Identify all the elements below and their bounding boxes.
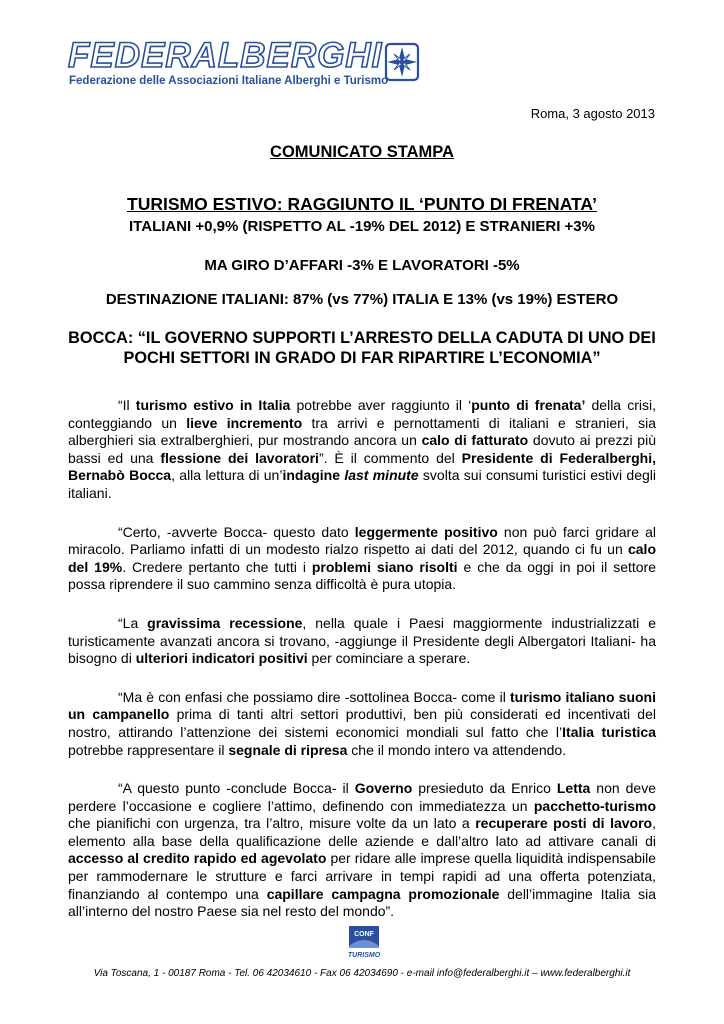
emphasis-text: Letta — [556, 780, 591, 797]
logo-wordmark: FEDERALBERGHI — [68, 36, 383, 75]
emphasis-text: calo di fatturato — [421, 432, 529, 449]
headline-title: TURISMO ESTIVO: RAGGIUNTO IL ‘PUNTO DI FRENATA’ — [127, 194, 597, 214]
body-text: della crisi, conteggiando un — [68, 397, 656, 431]
body-paragraph — [68, 524, 656, 594]
emphasis-text: punto di frenata’ — [471, 397, 586, 413]
release-label: COMUNICATO STAMPA — [270, 143, 454, 161]
headline-subtitle-turnover: MA GIRO D’AFFARI -3% E LAVORATORI -5% — [204, 257, 520, 274]
body-text: , elemento alla base della qualificazione delle aziende e dall’altro lato ad attivare canali di — [68, 815, 656, 849]
body-text: ”. È il commento del — [318, 449, 462, 466]
logo-subtitle: Federazione delle Associazioni Italiane Alberghi e Turismo — [69, 75, 389, 87]
emphasis-text: ulteriori indicatori positivi — [135, 650, 308, 667]
body-paragraph — [68, 780, 656, 921]
body-text: non può farci gridare al miracolo. Parliamo infatti di un modesto rialzo rispetto ai dati del 2012, quando ci fu un — [68, 523, 656, 558]
body-text: non deve perdere l’occasione e cogliere l’attimo, definendo con immediatezza un — [68, 780, 656, 814]
emphasis-text: pacchetto-turismo — [533, 797, 656, 814]
body-text: che pianifichi con urgenza, tra l’altro, misure volte da un lato a — [68, 815, 476, 832]
body-text: “A questo punto -conclude Bocca- il — [118, 780, 355, 797]
body-text: “Il — [118, 397, 136, 413]
emphasis-text: calo del 19% — [68, 541, 656, 575]
body-text: per cominciare a sperare. — [307, 650, 471, 667]
emphasis-text: Governo — [354, 780, 413, 797]
emphasis-text: gravissima recessione — [147, 614, 303, 631]
body-text: e che da oggi in poi il settore possa riprendere il suo cammino senza difficoltà è pura utopia. — [68, 558, 656, 593]
body-text: , alla lettura di un’ — [171, 467, 283, 484]
body-text: “Certo, -avverte Bocca- questo dato — [118, 523, 355, 540]
body-text: potrebbe aver raggiunto il ‘ — [290, 397, 472, 413]
body-text: presieduto da Enrico — [412, 780, 557, 797]
body-text: potrebbe rappresentare il — [68, 741, 229, 758]
emphasis-text: lieve incremento — [186, 414, 303, 431]
emphasis-text: problemi siano risolti — [311, 558, 458, 575]
emphasis-text: segnale di ripresa — [228, 741, 348, 758]
contact-footer: Via Toscana, 1 - 00187 Roma - Tel. 06 42034610 - Fax 06 42034690 - e-mail info@federalberghi.it – www.federalberghi.it — [93, 968, 631, 979]
emphasis-text: indagine — [282, 467, 345, 484]
body-text: tra arrivi e pernottamenti di italiani e stranieri, sia alberghieri sia extralberghieri, pur mostrando ancora un — [68, 414, 656, 449]
emphasis-text: flessione dei lavoratori — [160, 449, 319, 466]
body-paragraph — [68, 615, 656, 668]
emphasis-text: last minute — [344, 467, 419, 484]
press-release-date: Roma, 3 agosto 2013 — [530, 106, 655, 121]
headline-subtitle-italians: ITALIANI +0,9% (RISPETTO AL -19% DEL 2012) E STRANIERI +3% — [129, 218, 595, 235]
confturismo-logo — [344, 924, 384, 962]
headline-subtitle-destination: DESTINAZIONE ITALIANI: 87% (vs 77%) ITALIA E 13% (vs 19%) ESTERO — [105, 291, 619, 308]
body-text: che il mondo intero va attendendo. — [347, 741, 567, 758]
body-text: dell’immagine Italia sia all’interno del nostro Paese sia nel resto del mondo”. — [68, 885, 656, 920]
emphasis-text: capillare campagna promozionale — [266, 885, 500, 902]
emphasis-text: recuperare posti di lavoro — [475, 815, 653, 832]
headline-quote: BOCCA: “IL GOVERNO SUPPORTI L’ARRESTO DELLA CADUTA DI UNO DEI POCHI SETTORI IN GRADO DI FAR RIPARTIRE L’ECONOMIA” — [68, 329, 656, 367]
federalberghi-logo — [68, 36, 424, 96]
emphasis-text: accesso al credito rapido ed agevolato — [68, 850, 327, 867]
body-paragraph — [68, 689, 656, 759]
body-text: per ridare alle imprese quella liquidità indispensabile per rammodernare le strutture e farci arrivare in tempi rapidi ad una offerta potenziata, finanziando al contempo una — [68, 850, 656, 902]
emphasis-text: leggermente positivo — [354, 523, 498, 540]
confturismo-logo-bottom: TURISMO — [347, 952, 381, 959]
emphasis-text: turismo italiano suoni un campanello — [68, 688, 656, 723]
emphasis-text: Italia turistica — [562, 723, 656, 740]
emphasis-text: Presidente di Federalberghi, Bernabò Bocca — [68, 449, 656, 484]
compass-star-icon — [384, 42, 420, 82]
body-text: “La — [118, 614, 148, 631]
emphasis-text: turismo estivo in Italia — [135, 397, 291, 413]
body-text: . Credere pertanto che tutti i — [122, 558, 312, 575]
body-text: svolta sui consumi turistici estivi degli italiani. — [68, 467, 657, 501]
body-text: “Ma è con enfasi che possiamo dire -sottolinea Bocca- come il — [118, 688, 510, 705]
body-text: prima di tanti altri settori produttivi, ben più considerati ed incentivati del nostro, attirando l’attenzione dei sistemi economici mondiali sul fatto che l’ — [68, 706, 656, 740]
body-text: , nella quale i Paesi maggiormente industrializzati e turisticamente avanzati ancora si trovano, -aggiunge il Presidente degli Albergatori Italiani- ha bisogno di — [68, 614, 656, 667]
body-text: dovuto ai prezzi più bassi ed una — [68, 432, 656, 466]
body-paragraph — [68, 397, 656, 503]
confturismo-logo-top: CONF — [354, 931, 374, 938]
press-release-body — [68, 397, 656, 942]
